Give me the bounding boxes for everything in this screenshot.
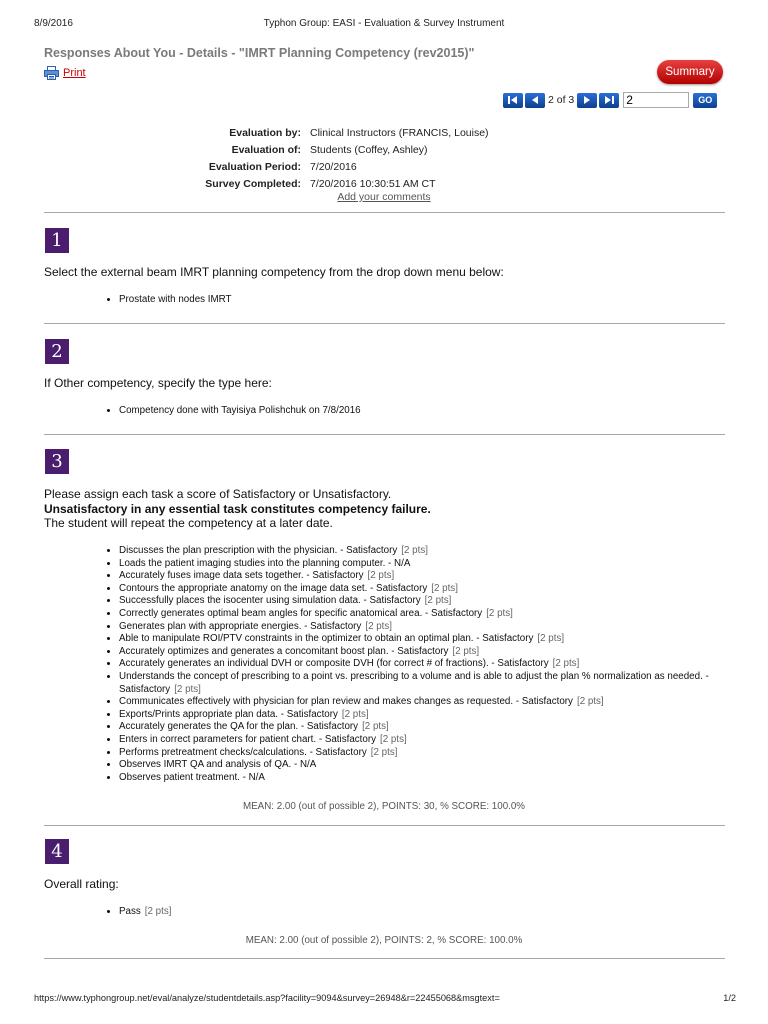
answer-points: [2 pts] (370, 746, 398, 758)
answer-text: Correctly generates optimal beam angles for specific anatomical area. - Satisfactory (119, 607, 483, 619)
question-number-badge: 1 (45, 228, 69, 253)
meta-value: Students (Coffey, Ashley) (310, 144, 428, 156)
first-page-button[interactable] (503, 93, 523, 108)
page-counter: 1/2 (723, 993, 736, 1003)
answer-points: [2 pts] (452, 645, 480, 657)
answer-list (104, 545, 719, 784)
meta-key: Survey Completed: (205, 178, 301, 190)
answer-points: [2 pts] (144, 906, 172, 917)
answer-list (104, 906, 719, 919)
answer-item (119, 906, 719, 919)
meta-row-evaluation-period (0, 159, 768, 176)
answer-text: Accurately generates an individual DVH or composite DVH (for correct # of fractions). - Satisfactory (119, 658, 549, 670)
answer-item (119, 621, 719, 634)
answer-points: [2 pts] (365, 620, 393, 632)
answer-item (119, 759, 719, 772)
answer-text: Discusses the plan prescription with the physician. - Satisfactory (119, 545, 398, 556)
answer-item (119, 583, 719, 596)
answer-item (119, 709, 719, 722)
meta-value: Clinical Instructors (FRANCIS, Louise) (310, 127, 489, 139)
answer-text: Able to manipulate ROI/PTV constraints in the optimizer to obtain an optimal plan. - Satisfactory (119, 633, 534, 645)
question-text: Overall rating: (44, 877, 119, 891)
add-comments-link[interactable]: Add your comments (337, 191, 431, 203)
answer-points: [2 pts] (362, 721, 389, 733)
answer-text: Pass (119, 906, 141, 917)
answer-points: [2 pts] (576, 696, 604, 708)
print-label: Print (63, 67, 86, 79)
answer-text: Exports/Prints appropriate plan data. - Satisfactory (119, 708, 338, 720)
answer-item (119, 734, 719, 747)
answer-points: [2 pts] (552, 658, 580, 670)
answer-item (119, 747, 719, 760)
printer-icon (44, 66, 59, 80)
first-page-icon (507, 95, 519, 105)
go-button[interactable]: GO (693, 93, 717, 108)
answer-item (119, 671, 719, 696)
answer-text: Loads the patient imaging studies into the planning computer. - N/A (119, 557, 411, 569)
answer-item (119, 608, 719, 621)
answer-points: [2 pts] (431, 582, 458, 594)
answer-text: Accurately fuses image data sets together. - Satisfactory (119, 570, 364, 582)
question-number-badge: 3 (45, 449, 69, 474)
meta-key: Evaluation by: (229, 127, 301, 139)
answer-text: Successfully places the isocenter using simulation data. - Satisfactory (119, 595, 421, 607)
question-line: Please assign each task a score of Satisfactory or Unsatisfactory. (44, 487, 392, 501)
chevron-right-icon (581, 95, 593, 105)
answer-item (119, 696, 719, 709)
answer-item (119, 646, 719, 659)
question-text (44, 487, 431, 531)
pager-status: 2 of 3 (548, 94, 575, 106)
answer-item (119, 545, 719, 558)
evaluation-meta (0, 125, 768, 193)
meta-value: 7/20/2016 (310, 161, 357, 173)
section-divider (44, 212, 725, 213)
answer-text: Accurately optimizes and generates a concomitant boost plan. - Satisfactory (119, 645, 449, 657)
answer-text: Understands the concept of prescribing to a point vs. prescribing to a volume and is able to adjust the plan % normalization as needed. - Satisfactory (119, 670, 709, 695)
answer-item (119, 658, 719, 671)
answer-text: Contours the appropriate anatomy on the image data set. - Satisfactory (119, 582, 428, 594)
summary-button[interactable]: Summary (657, 60, 723, 84)
answer-points: [2 pts] (380, 733, 407, 745)
section-divider (44, 825, 725, 826)
question-text: Select the external beam IMRT planning competency from the drop down menu below: (44, 265, 504, 279)
answer-points: [2 pts] (537, 633, 565, 645)
pager (503, 91, 717, 109)
answer-text: Communicates effectively with physician for plan review and makes changes as requested. - Satisfactory (119, 696, 573, 708)
answer-item (119, 558, 719, 571)
next-page-button[interactable] (577, 93, 597, 108)
page-title: Responses About You - Details - "IMRT Planning Competency (rev2015)" (44, 46, 475, 60)
section-divider (44, 434, 725, 435)
score-summary: MEAN: 2.00 (out of possible 2), POINTS: 30, % SCORE: 100.0% (242, 801, 526, 812)
question-number-badge: 4 (45, 839, 69, 864)
print-link[interactable] (44, 66, 86, 80)
answer-points: [2 pts] (424, 595, 452, 607)
answer-points: [2 pts] (174, 683, 201, 695)
answer-points: [2 pts] (486, 607, 513, 619)
score-summary: MEAN: 2.00 (out of possible 2), POINTS: 2, % SCORE: 100.0% (245, 935, 523, 946)
previous-page-button[interactable] (525, 93, 545, 108)
answer-text: Observes patient treatment. - N/A (119, 771, 265, 783)
last-page-button[interactable] (599, 93, 619, 108)
answer-item (119, 721, 719, 734)
page-number-input[interactable] (623, 92, 689, 108)
section-divider (44, 323, 725, 324)
answer-item (119, 595, 719, 608)
print-page-title: Typhon Group: EASI - Evaluation & Survey Instrument (263, 18, 505, 29)
print-date: 8/9/2016 (34, 18, 73, 29)
chevron-left-icon (529, 95, 541, 105)
answer-text: Enters in correct parameters for patient chart. - Satisfactory (119, 733, 376, 745)
meta-key: Evaluation of: (231, 144, 301, 156)
answer-points: [2 pts] (367, 570, 395, 582)
answer-text: Generates plan with appropriate energies. - Satisfactory (119, 620, 362, 632)
answer-item (119, 633, 719, 646)
answer-item: • Prostate with nodes IMRT (119, 294, 719, 307)
last-page-icon (603, 95, 615, 105)
question-line: The student will repeat the competency at a later date. (44, 516, 333, 530)
answer-item (119, 772, 719, 785)
question-warning: Unsatisfactory in any essential task constitutes competency failure. (44, 501, 431, 516)
page-url: https://www.typhongroup.net/eval/analyze/studentdetails.asp?facility=9094&survey=26948&r=22455068&msgtext= (34, 993, 500, 1003)
meta-row-evaluation-of (0, 142, 768, 159)
meta-value: 7/20/2016 10:30:51 AM CT (310, 178, 436, 190)
meta-row-evaluation-by (0, 125, 768, 142)
answer-item (119, 570, 719, 583)
answer-item: • Competency done with Tayisiya Polishchuk on 7/8/2016 (119, 405, 719, 418)
question-text: If Other competency, specify the type here: (44, 376, 272, 390)
answer-text: Performs pretreatment checks/calculations. - Satisfactory (119, 746, 367, 758)
answer-points: [2 pts] (341, 708, 369, 720)
answer-text: Observes IMRT QA and analysis of QA. - N/A (119, 759, 317, 771)
answer-list (104, 405, 719, 418)
answer-text: Accurately generates the QA for the plan. - Satisfactory (119, 721, 359, 733)
answer-list (104, 294, 719, 307)
answer-points: [2 pts] (401, 545, 428, 556)
meta-key: Evaluation Period: (208, 161, 301, 173)
section-divider (44, 958, 725, 959)
question-number-badge: 2 (45, 339, 69, 364)
